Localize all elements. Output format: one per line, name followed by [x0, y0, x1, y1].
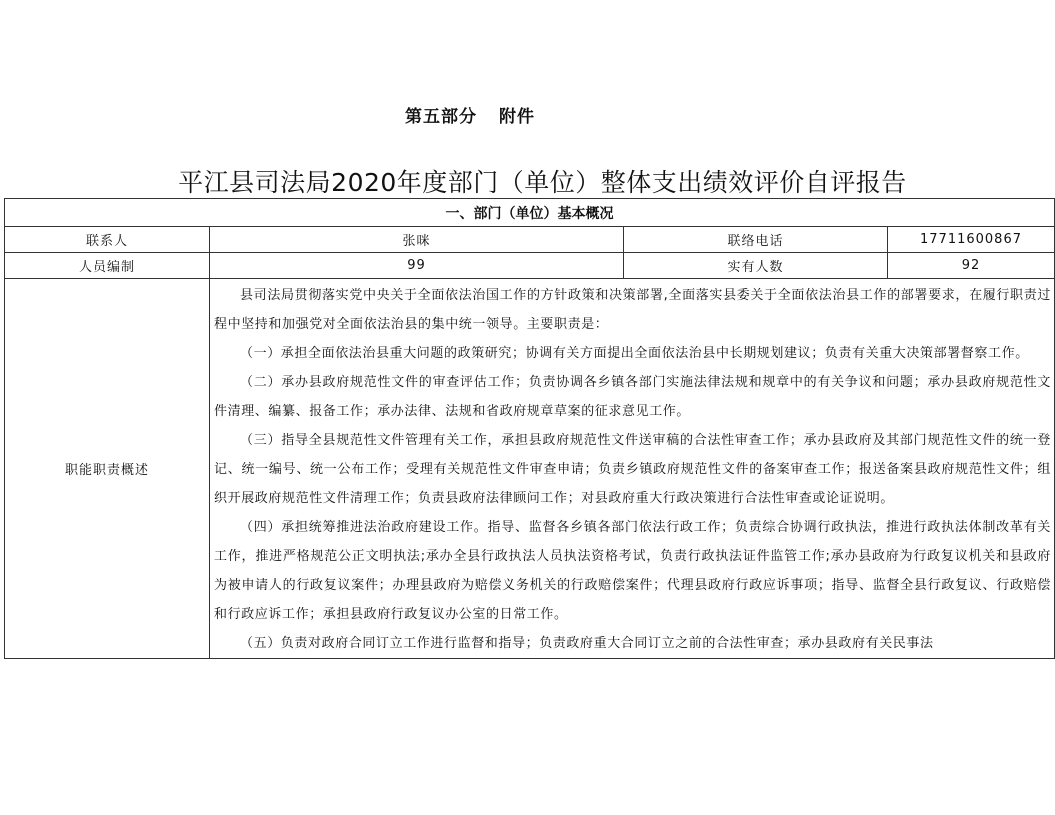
actual-staff-label: 实有人数 — [624, 253, 888, 279]
document-title: 平江县司法局2020年度部门（单位）整体支出绩效评价自评报告 — [178, 168, 907, 197]
contact-row — [5, 227, 1055, 253]
staff-quota-value: 99 — [210, 253, 624, 279]
staff-quota-label: 人员编制 — [5, 253, 210, 279]
duties-paragraph: （三）指导全县规范性文件管理有关工作，承担县政府规范性文件送审稿的合法性审查工作；承办县政府及其部门规范性文件的统一登记、统一编号、统一公布工作；受理有关规范性文件审查申请；负责乡镇政府规范性文件的备案审查工作；报送备案县政府规范性文件；组织开展政府规范性文件清理工作；负责县政府法律顾问工作；对县政府重大行政决策进行合法性审查或论证说明。 — [214, 433, 1051, 506]
duties-paragraph: 县司法局贯彻落实党中央关于全面依法治国工作的方针政策和决策部署,全面落实县委关于全面依法治县工作的部署要求，在履行职责过程中坚持和加强党对全面依法治县的集中统一领导。主要职责是： — [214, 288, 1051, 332]
duties-description — [210, 279, 1055, 659]
section-heading-row — [5, 199, 1055, 227]
phone-label: 联络电话 — [624, 227, 888, 253]
duties-paragraph: （五）负责对政府合同订立工作进行监督和指导；负责政府重大合同订立之前的合法性审查；承办县政府有关民事法 — [240, 636, 934, 651]
duties-row — [5, 279, 1055, 659]
duties-paragraph: （二）承办县政府规范性文件的审查评估工作；负责协调各乡镇各部门实施法律法规和规章中的有关争议和问题；承办县政府规范性文件清理、编纂、报备工作；承办法律、法规和省政府规章草案的征求意见工作。 — [214, 375, 1051, 419]
duties-paragraph: （四）承担统筹推进法治政府建设工作。指导、监督各乡镇各部门依法行政工作；负责综合协调行政执法，推进行政执法体制改革有关工作，推进严格规范公正文明执法;承办全县行政执法人员执法资格考试，负责行政执法证件监管工作;承办县政府为行政复议机关和县政府为被申请人的行政复议案件；办理县政府为赔偿义务机关的行政赔偿案件；代理县政府行政应诉事项；指导、监督全县行政复议、行政赔偿和行政应诉工作；承担县政府行政复议办公室的日常工作。 — [214, 520, 1051, 622]
part-name: 附件 — [499, 107, 535, 127]
actual-staff-value: 92 — [888, 253, 1055, 279]
contact-value: 张咪 — [210, 227, 624, 253]
phone-value: 17711600867 — [888, 227, 1055, 253]
duties-paragraph: （一）承担全面依法治县重大问题的政策研究；协调有关方面提出全面依法治县中长期规划建议；负责有关重大决策部署督察工作。 — [240, 346, 1029, 361]
basic-info-table — [4, 198, 1055, 659]
staff-row — [5, 253, 1055, 279]
part-number: 第五部分 — [405, 107, 477, 127]
duties-label: 职能职责概述 — [5, 279, 210, 659]
part-heading — [0, 102, 940, 127]
contact-label: 联系人 — [5, 227, 210, 253]
section-heading: 一、部门（单位）基本概况 — [5, 199, 1055, 227]
